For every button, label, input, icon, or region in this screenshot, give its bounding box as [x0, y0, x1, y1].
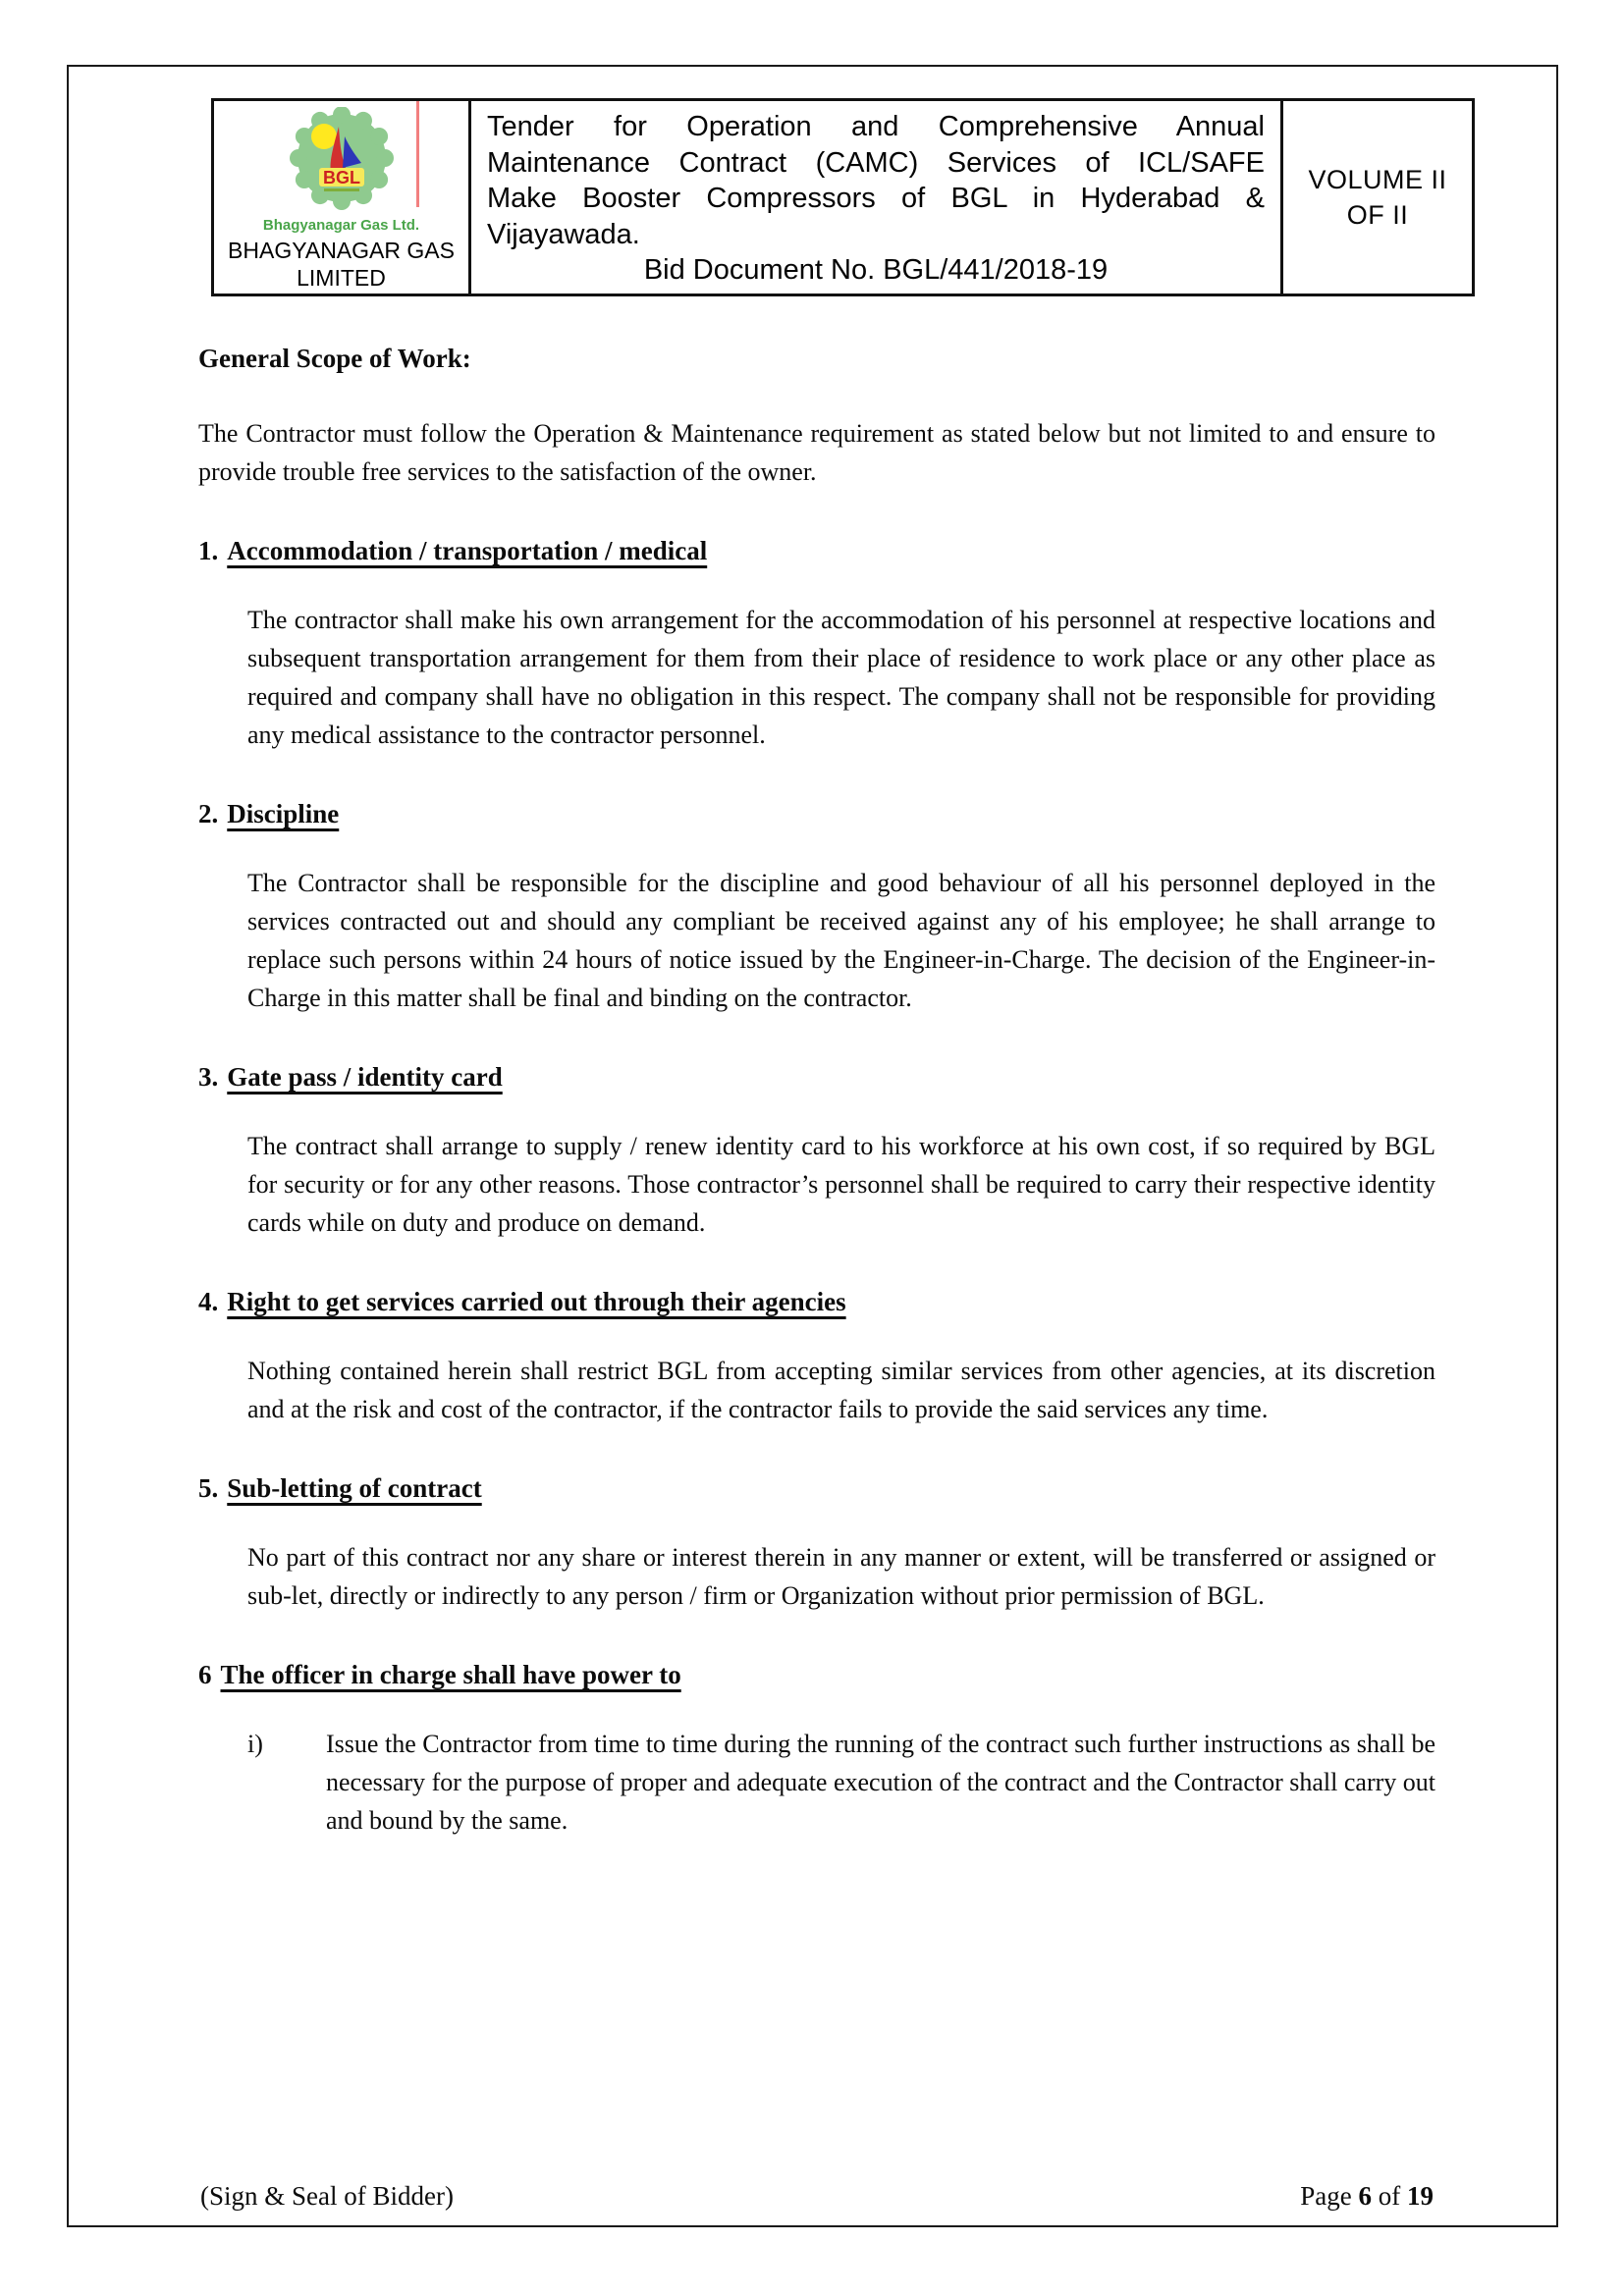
logo-cell	[214, 101, 471, 294]
logo-abbrev-text: BGL	[322, 168, 360, 187]
title-cell	[471, 101, 1283, 294]
org-name	[228, 237, 455, 292]
title-line: Make Booster Compressors of BGL in Hyderabad &	[487, 183, 1265, 214]
section-number: 5.	[198, 1473, 219, 1503]
volume-line1: VOLUME II	[1308, 165, 1447, 194]
section-title: Gate pass / identity card	[227, 1062, 503, 1092]
logo-underband	[324, 188, 359, 191]
logo-caption: Bhagyanagar Gas Ltd.	[262, 217, 420, 234]
section-paragraph-1: The contractor shall make his own arrangement for the accommodation of his personnel at respective locations and subsequent transportation arrangement for them from their place of residence to work place or any other place as required and company shall have no obligation in this respect. The company shall not be responsible for providing any medical assistance to the contractor personnel.	[247, 606, 1435, 749]
bgl-logo-icon	[283, 107, 401, 219]
section-title: Accommodation / transportation / medical	[227, 536, 708, 565]
sun-icon	[311, 124, 337, 149]
page-content	[69, 67, 1556, 2225]
page-number: 6	[1358, 2181, 1372, 2211]
header-table	[211, 98, 1475, 296]
section-number: 1.	[198, 536, 219, 565]
sign-seal-label: (Sign & Seal of Bidder)	[200, 2181, 454, 2211]
section-number: 4.	[198, 1287, 219, 1316]
section-paragraph-2: The Contractor shall be responsible for the discipline and good behaviour of all his personnel deployed in the services contracted out and should any compliant be received against any of his employee; he shall arrange to replace such persons within 24 hours of notice issued by the Engineer-in-Charge. The decision of the Engineer-in-Charge in this matter shall be final and binding on the contractor.	[247, 869, 1435, 1012]
section-heading-4	[198, 1285, 1435, 1318]
title-line: Tender for Operation and Comprehensive Annual	[487, 111, 1265, 142]
section-number: 2.	[198, 799, 219, 828]
section-paragraph-5: No part of this contract nor any share or interest therein in any manner or extent, will be transferred or assigned or sub-let, directly or indirectly to any person / firm or Organization without prior permission of BGL.	[247, 1543, 1435, 1610]
section-paragraph-3: The contract shall arrange to supply / renew identity card to his workforce at his own cost, if so required by BGL for security or for any other reasons. Those contractor’s personnel shall be required to carry their respective identity cards while on duty and produce on demand.	[247, 1132, 1435, 1237]
page-number-info	[1300, 2180, 1434, 2212]
volume-line2: OF II	[1346, 200, 1409, 230]
list-text: Issue the Contractor from time to time during the running of the contract such further instructions as shall be necessary for the purpose of proper and adequate execution of the contract and the Contractor shall carry out and bound by the same.	[326, 1730, 1435, 1835]
section-heading-6	[198, 1658, 1435, 1691]
scan-artifact-line	[416, 101, 419, 207]
page-footer	[200, 2180, 1434, 2212]
org-name-line2: LIMITED	[297, 265, 386, 291]
page-total: 19	[1407, 2181, 1434, 2211]
section-title: Right to get services carried out through their agencies	[227, 1287, 846, 1316]
section-title: Sub-letting of contract	[227, 1473, 482, 1503]
title-line: Vijayawada.	[487, 218, 640, 250]
bid-document-number: Bid Document No. BGL/441/2018-19	[643, 254, 1109, 286]
of-label: of	[1378, 2181, 1401, 2211]
general-scope-heading: General Scope of Work:	[198, 344, 471, 373]
section-number: 3.	[198, 1062, 219, 1092]
intro-paragraph: The Contractor must follow the Operation & Maintenance requirement as stated below but not limited to and ensure to provide trouble free services to the satisfaction of the owner.	[198, 419, 1435, 486]
section-number: 6	[198, 1660, 212, 1689]
page-label: Page	[1300, 2181, 1352, 2211]
page-border	[67, 65, 1558, 2227]
section-paragraph-4: Nothing contained herein shall restrict BGL from accepting similar services from other agencies, at its discretion and at the risk and cost of the contractor, if the contractor fails to provide the said services any time.	[247, 1357, 1435, 1423]
title-line: Maintenance Contract (CAMC) Services of ICL/SAFE	[487, 146, 1265, 179]
section-heading-1	[198, 534, 1435, 567]
section-title: The officer in charge shall have power to	[220, 1660, 681, 1689]
org-name-line1: BHAGYANAGAR GAS	[228, 238, 455, 263]
section-heading-5	[198, 1471, 1435, 1505]
section-title: Discipline	[227, 799, 340, 828]
volume-cell	[1283, 101, 1472, 294]
section-heading-3	[198, 1060, 1435, 1094]
section-heading-2	[198, 797, 1435, 830]
list-marker: i)	[247, 1730, 263, 1758]
list-item-i	[247, 1725, 1435, 1840]
